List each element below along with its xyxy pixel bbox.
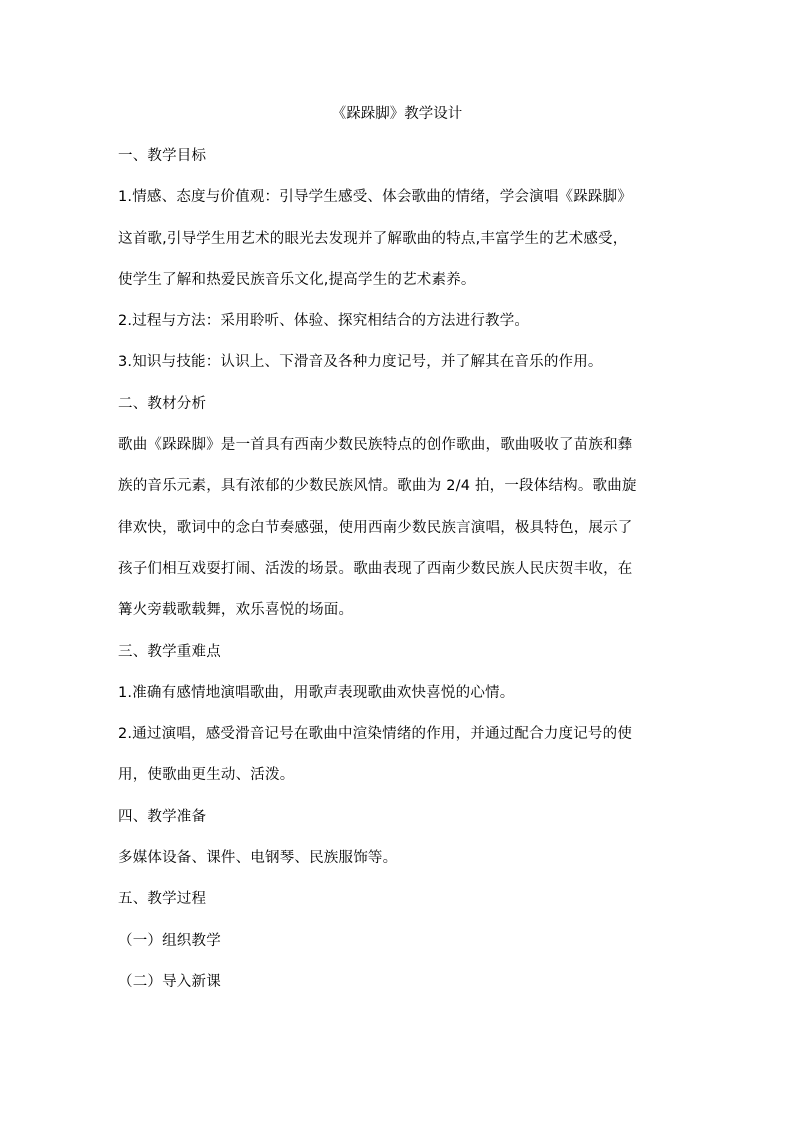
paragraph-line: 这首歌,引导学生用艺术的眼光去发现并了解歌曲的特点,丰富学生的艺术感受， — [118, 230, 628, 247]
paragraph-line: 族的音乐元素，具有浓郁的少数民族风情。歌曲为 2/4 拍，一段体结构。歌曲旋 — [118, 478, 637, 495]
paragraph-line: 多媒体设备、课件、电钢琴、民族服饰等。 — [118, 850, 398, 867]
paragraph-line: 2.过程与方法：采用聆听、体验、探究相结合的方法进行教学。 — [118, 313, 530, 330]
paragraph-line: 用，使歌曲更生动、活泼。 — [118, 767, 295, 784]
document-title: 《跺跺脚》教学设计 — [331, 106, 463, 122]
subsection-heading: （二）导入新课 — [118, 973, 221, 990]
paragraph-line: 2.通过演唱，感受滑音记号在歌曲中渲染情绪的作用，并通过配合力度记号的使 — [118, 726, 633, 743]
paragraph-line: 律欢快，歌词中的念白节奏感强，使用西南少数民族言演唱，极具特色，展示了 — [118, 519, 633, 536]
paragraph-line: 1.准确有感情地演唱歌曲，用歌声表现歌曲欢快喜悦的心情。 — [118, 684, 515, 701]
section-heading-objectives: 一、教学目标 — [118, 148, 207, 164]
section-heading-process: 五、教学过程 — [118, 891, 207, 908]
section-heading-key-points: 三、教学重难点 — [118, 643, 221, 660]
paragraph-line: 孩子们相互戏耍打闹、活泼的场景。歌曲表现了西南少数民族人民庆贺丰收，在 — [118, 560, 633, 577]
subsection-heading: （一）组织教学 — [118, 932, 221, 949]
paragraph-line: 篝火旁载歌载舞，欢乐喜悦的场面。 — [118, 602, 354, 619]
section-heading-analysis: 二、教材分析 — [118, 395, 207, 412]
paragraph-line: 歌曲《跺跺脚》是一首具有西南少数民族特点的创作歌曲，歌曲吸收了苗族和彝 — [118, 437, 633, 454]
document-body — [118, 146, 678, 1013]
paragraph-line: 1.情感、态度与价值观：引导学生感受、体会歌曲的情绪，学会演唱《跺跺脚》 — [118, 189, 633, 206]
paragraph-line: 3.知识与技能：认识上、下滑音及各种力度记号，并了解其在音乐的作用。 — [118, 354, 603, 371]
section-heading-preparation: 四、教学准备 — [118, 808, 207, 825]
paragraph-line: 使学生了解和热爱民族音乐文化,提高学生的艺术素养。 — [118, 271, 476, 288]
